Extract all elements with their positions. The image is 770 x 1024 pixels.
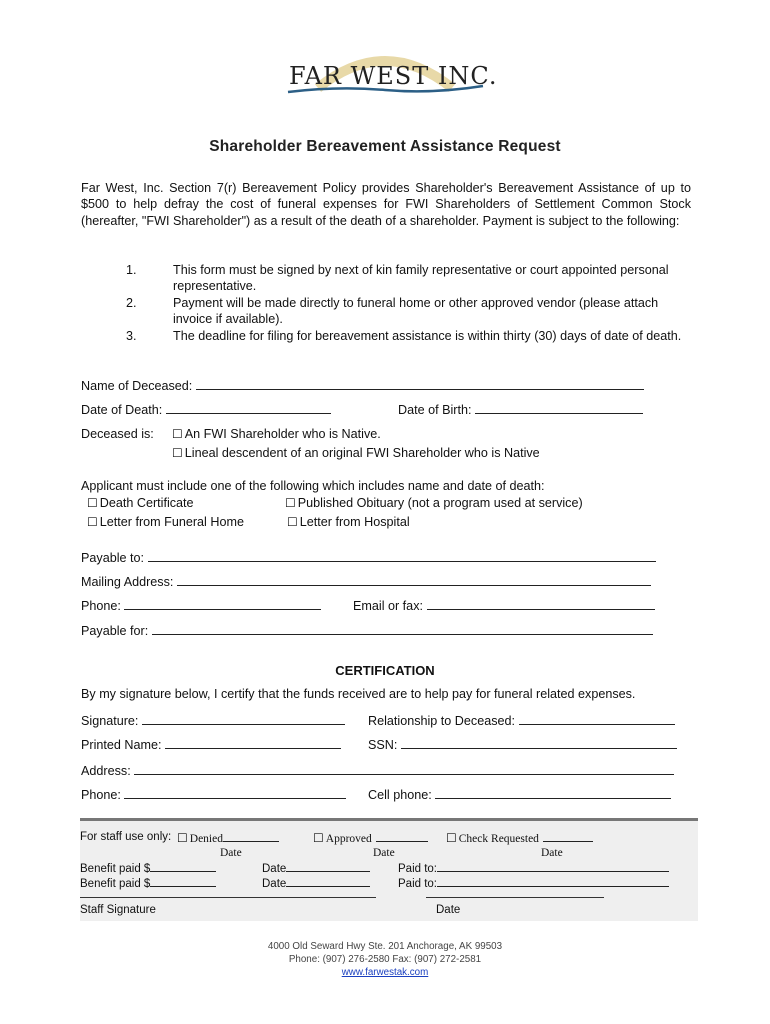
mailing-address-input[interactable] [177,573,651,586]
name-of-deceased-field[interactable]: Name of Deceased: [81,377,644,393]
payable-to-field[interactable]: Payable to: [81,549,656,565]
hospital-letter-option[interactable]: ☐ Letter from Hospital [287,515,410,529]
checkbox-icon[interactable]: ☐ [87,515,98,529]
printed-name-input[interactable] [165,736,341,749]
lineal-descendent-option[interactable]: ☐ Lineal descendent of an original FWI Shareholder who is Native [172,446,540,460]
intro-paragraph: Far West, Inc. Section 7(r) Bereavement Policy provides Shareholder's Bereavement Assistance of up to $500 to help defray the cost of funeral expenses for FWI Shareholders of Settlement Common Stock (hereafter, "FWI Shareholder") as a result of the death of a shareholder. Payment is subject to the following: [81,181,691,228]
relationship-field[interactable]: Relationship to Deceased: [368,712,675,728]
date-of-death-input[interactable] [166,401,331,414]
deceased-status-label: Deceased is: [81,427,154,441]
paid-to-field[interactable]: Paid to: [398,861,669,875]
staff-date-label: Date [436,904,461,916]
date-of-death-field[interactable]: Date of Death: [81,401,331,417]
benefit-date-field[interactable]: Date [262,861,370,875]
payable-to-input[interactable] [148,549,656,562]
checkbox-icon[interactable]: ☐ [313,831,324,845]
obituary-option[interactable]: ☐ Published Obituary (not a program used at service) [285,496,583,510]
payable-for-field[interactable]: Payable for: [81,622,653,638]
address-input[interactable] [134,762,674,775]
staff-date-line[interactable] [426,887,604,898]
condition-item: 1. This form must be signed by next of kin family representative or court appointed personal representative. [126,263,669,294]
benefit-date-field-2[interactable]: Date [262,876,370,890]
email-fax-input[interactable] [427,597,655,610]
denied-option[interactable]: ☐ Denied [177,831,279,845]
footer-address: 4000 Old Seward Hwy Ste. 201 Anchorage, AK 99503 [267,941,503,952]
date-of-birth-field[interactable]: Date of Birth: [398,401,643,417]
check-requested-option[interactable]: ☐ Check Requested [446,831,593,845]
checkbox-icon[interactable]: ☐ [172,427,183,441]
signature-input[interactable] [142,712,345,725]
cell-phone-field[interactable]: Cell phone: [368,786,671,802]
checkbox-icon[interactable]: ☐ [285,496,296,510]
checkbox-icon[interactable]: ☐ [287,515,298,529]
address-field[interactable]: Address: [81,762,674,778]
payable-for-input[interactable] [152,622,653,635]
staff-signature-line[interactable] [80,887,376,898]
ssn-input[interactable] [401,736,677,749]
ssn-field[interactable]: SSN: [368,736,677,752]
logo-text: FAR WEST INC. [289,62,498,90]
benefit-paid-field-2[interactable]: Benefit paid $ [80,876,216,890]
approved-option[interactable]: ☐ Approved [313,831,428,845]
native-shareholder-option[interactable]: ☐ An FWI Shareholder who is Native. [172,427,381,441]
certification-heading: CERTIFICATION [335,663,435,678]
cert-phone-input[interactable] [124,786,346,799]
documents-heading: Applicant must include one of the following which includes name and date of death: [81,479,545,493]
page-title: Shareholder Bereavement Assistance Request [209,138,561,155]
benefit-paid-field[interactable]: Benefit paid $ [80,861,216,875]
footer-website[interactable] [0,967,770,978]
phone-field[interactable]: Phone: [81,597,321,613]
denied-date-label: Date [220,847,242,859]
condition-item: 2. Payment will be made directly to funeral home or other approved vendor (please attach invoice if available). [126,295,659,327]
funeral-home-letter-option[interactable]: ☐ Letter from Funeral Home [87,515,244,529]
check-requested-date-label: Date [541,847,563,859]
approved-date-label: Date [373,847,395,859]
relationship-input[interactable] [519,712,675,725]
email-fax-field[interactable]: Email or fax: [353,597,655,613]
death-certificate-option[interactable]: ☐ Death Certificate [87,496,194,510]
signature-field[interactable]: Signature: [81,712,345,728]
checkbox-icon[interactable]: ☐ [446,831,457,845]
paid-to-field-2[interactable]: Paid to: [398,876,669,890]
name-of-deceased-input[interactable] [196,377,644,390]
staff-signature-label: Staff Signature [80,904,156,916]
checkbox-icon[interactable]: ☐ [172,446,183,460]
staff-use-label: For staff use only: [80,831,172,843]
cert-phone-field[interactable]: Phone: [81,786,346,802]
phone-input[interactable] [124,597,321,610]
certification-statement: By my signature below, I certify that the funds received are to help pay for funeral related expenses. [81,687,636,701]
staff-use-section [80,818,698,921]
conditions-list [81,262,691,344]
website-link[interactable]: www.farwestak.com [341,967,429,978]
printed-name-field[interactable]: Printed Name: [81,736,341,752]
date-of-birth-input[interactable] [475,401,643,414]
checkbox-icon[interactable]: ☐ [87,496,98,510]
checkbox-icon[interactable]: ☐ [177,831,188,845]
mailing-address-field[interactable]: Mailing Address: [81,573,651,589]
condition-item: 3. The deadline for filing for bereavement assistance is within thirty (30) days of date of death. [126,328,682,343]
footer-phone-fax: Phone: (907) 276-2580 Fax: (907) 272-2581 [288,954,482,965]
cell-phone-input[interactable] [435,786,671,799]
